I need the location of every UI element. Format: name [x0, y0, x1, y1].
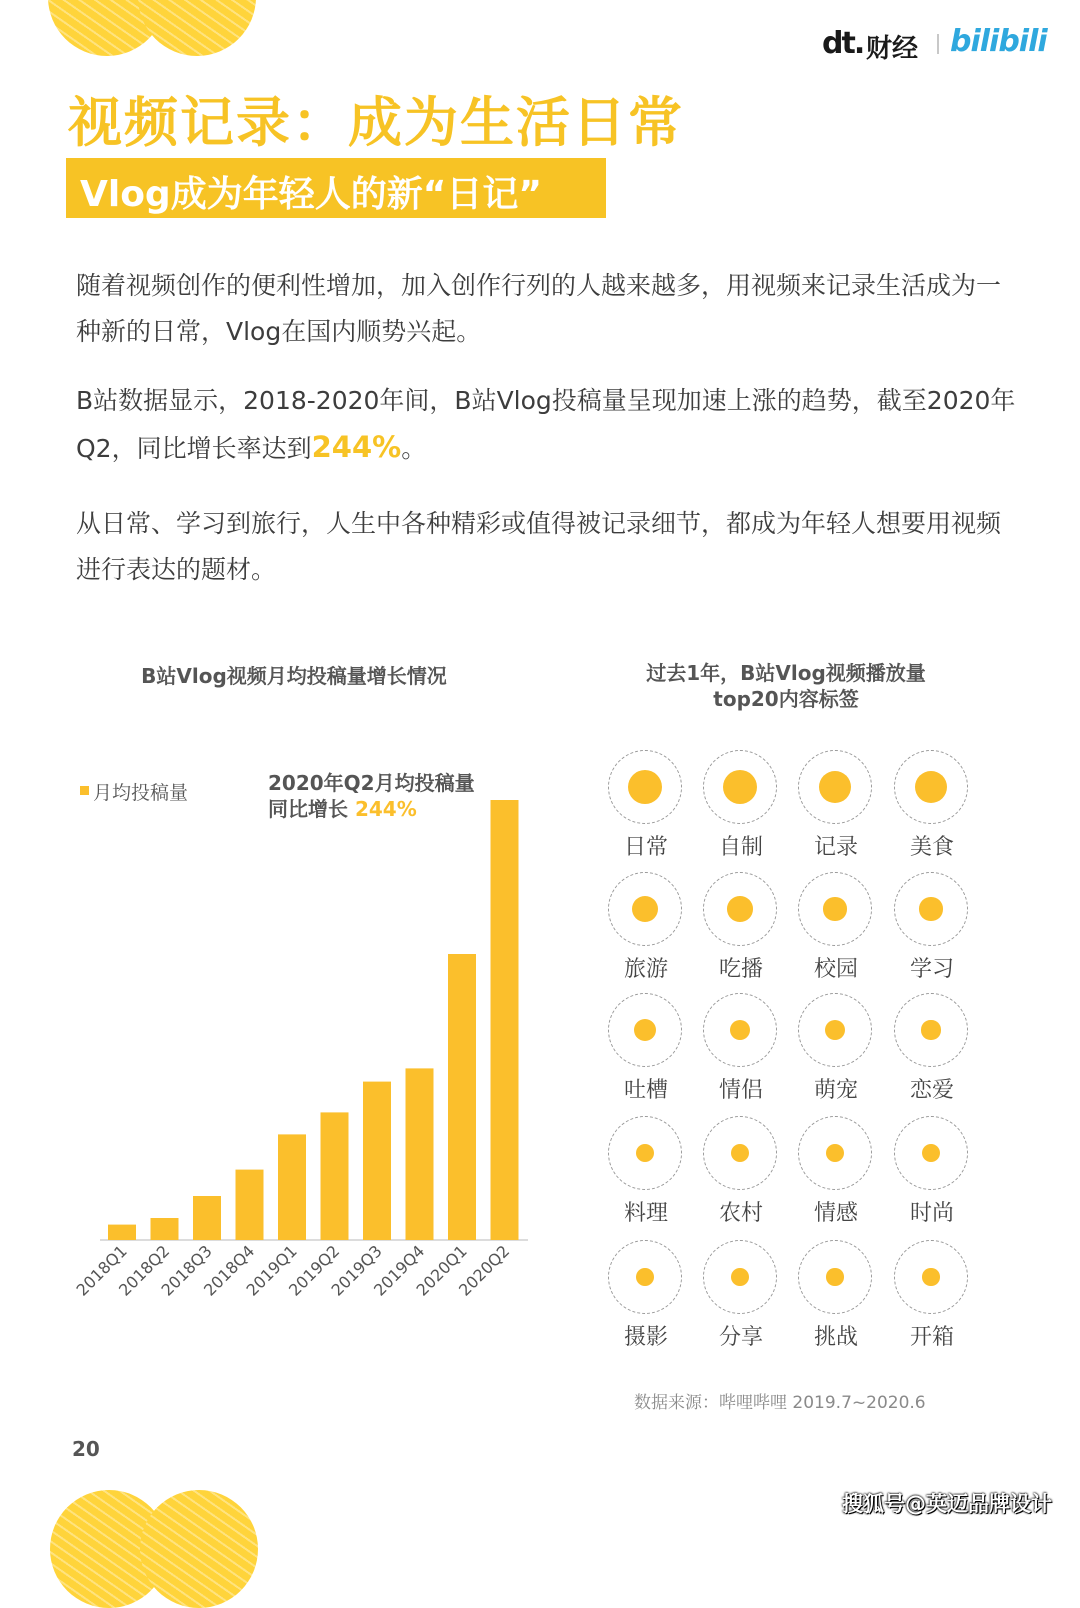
x-tick-label: 2018Q2 — [114, 1241, 174, 1300]
bar-2018Q1 — [108, 1225, 136, 1240]
tag-label: 恋爱 — [909, 1078, 954, 1103]
bar-2019Q2 — [321, 1112, 349, 1240]
tag-item — [788, 750, 884, 860]
tag-dot — [628, 770, 662, 804]
bar-chart-title: B站Vlog视频月均投稿量增长情况 — [141, 664, 447, 688]
tag-label: 旅游 — [623, 957, 668, 982]
tag-item — [598, 872, 694, 982]
tag-item — [788, 1240, 884, 1350]
tag-label: 吃播 — [718, 957, 763, 982]
bar-2019Q1 — [278, 1134, 306, 1240]
annotation-prefix: 同比增长 — [268, 797, 355, 821]
paragraph-2-text: B站数据显示，2018-2020年间，B站Vlog投稿量呈现加速上涨的趋势，截至2020年Q2，同比增长率达到 — [76, 386, 1016, 463]
tag-item — [788, 872, 884, 982]
tag-label: 情侣 — [718, 1078, 763, 1103]
decorative-circle — [140, 1490, 258, 1608]
tag-item — [598, 993, 694, 1103]
tag-item — [884, 1116, 980, 1226]
tag-label: 萌宠 — [813, 1078, 858, 1103]
tag-dot — [921, 1020, 940, 1039]
tag-item — [693, 750, 789, 860]
tag-item — [788, 993, 884, 1103]
bar-2019Q3 — [363, 1082, 391, 1240]
tag-dot — [826, 1144, 844, 1162]
tag-item — [598, 1240, 694, 1350]
tag-item — [693, 993, 789, 1103]
subtitle-text: Vlog成为年轻人的新“日记” — [80, 174, 543, 215]
tag-item — [884, 1240, 980, 1350]
tag-item — [598, 750, 694, 860]
paragraph-3: 从日常、学习到旅行，人生中各种精彩或值得被记录细节，都成为年轻人想要用视频进行表达的题材。 — [76, 509, 1002, 584]
tag-dot — [634, 1019, 656, 1041]
tag-label: 开箱 — [909, 1325, 954, 1350]
legend-label: 月均投稿量 — [93, 782, 189, 804]
tag-item — [598, 1116, 694, 1226]
tag-item — [693, 1240, 789, 1350]
tag-label: 料理 — [623, 1201, 668, 1226]
tag-dot — [826, 1268, 843, 1285]
tag-dot — [731, 1268, 749, 1286]
x-tick-label: 2019Q1 — [242, 1241, 301, 1300]
tag-dot — [823, 897, 846, 920]
bar-2019Q4 — [406, 1068, 434, 1240]
tag-dot — [727, 896, 753, 922]
tag-dot — [919, 897, 942, 920]
page-title: 视频记录：成为生活日常 — [68, 91, 684, 154]
tag-item — [884, 993, 980, 1103]
tag-dot — [825, 1020, 845, 1040]
tag-label: 自制 — [718, 835, 763, 860]
tag-dot — [922, 1144, 940, 1162]
tag-label: 农村 — [718, 1201, 763, 1226]
tag-item — [884, 750, 980, 860]
tag-label: 学习 — [909, 957, 954, 982]
brand-logo-bilibili: bilibili — [950, 24, 1047, 59]
footer-watermark: 搜狐号@英迈品牌设计 — [842, 1492, 1052, 1516]
tag-label: 情感 — [813, 1201, 858, 1226]
annotation-line-1: 2020年Q2月均投稿量 — [268, 771, 475, 795]
paragraph-1: 随着视频创作的便利性增加，加入创作行列的人越来越多，用视频来记录生活成为一种新的日常，Vlog在国内顺势兴起。 — [76, 271, 1002, 346]
page-number: 20 — [72, 1437, 100, 1461]
tag-label: 挑战 — [813, 1325, 858, 1350]
paragraph-2 — [76, 378, 1016, 472]
bar-2020Q2 — [491, 800, 519, 1240]
tag-label: 日常 — [623, 835, 668, 860]
tag-item — [693, 872, 789, 982]
bar-2018Q3 — [193, 1196, 221, 1240]
tag-dot — [636, 1268, 654, 1286]
paragraph-2-end: 。 — [401, 434, 427, 463]
tag-label: 美食 — [909, 835, 954, 860]
x-tick-label: 2019Q3 — [327, 1241, 386, 1300]
decorative-circle — [138, 0, 256, 56]
x-tick-label: 2018Q1 — [72, 1241, 131, 1300]
data-source: 数据来源：哔哩哔哩 2019.7~2020.6 — [634, 1393, 926, 1413]
subtitle-banner — [66, 158, 606, 218]
x-tick-label: 2019Q4 — [369, 1241, 429, 1300]
tag-chart-title — [600, 660, 972, 712]
tag-dot — [723, 770, 757, 804]
tag-label: 校园 — [813, 957, 858, 982]
x-tick-label: 2018Q3 — [157, 1241, 216, 1300]
tag-dot — [922, 1268, 939, 1285]
tag-item — [693, 1116, 789, 1226]
bar-2020Q1 — [448, 954, 476, 1240]
tag-label: 分享 — [718, 1325, 763, 1350]
brand-logo-dt: dt. — [822, 26, 864, 61]
tag-item — [884, 872, 980, 982]
brand-divider — [937, 34, 939, 54]
x-tick-label: 2020Q2 — [454, 1241, 514, 1300]
tag-chart-title-line-1: 过去1年，B站Vlog视频播放量 — [646, 661, 926, 685]
x-tick-label: 2019Q2 — [284, 1241, 344, 1300]
tag-label: 记录 — [813, 835, 858, 860]
tag-label: 摄影 — [623, 1325, 668, 1350]
tag-label: 吐槽 — [623, 1078, 668, 1103]
tag-item — [788, 1116, 884, 1226]
x-tick-label: 2020Q1 — [412, 1241, 471, 1300]
tag-chart-title-line-2: top20内容标签 — [713, 687, 859, 711]
annotation-value: 244% — [354, 797, 417, 821]
tag-label: 时尚 — [909, 1201, 954, 1226]
x-tick-label: 2018Q4 — [199, 1241, 259, 1300]
bar-2018Q4 — [236, 1170, 264, 1240]
bar-2018Q2 — [151, 1218, 179, 1240]
brand-logo-caijing: 财经 — [866, 34, 919, 64]
bar-chart — [60, 780, 550, 1340]
tag-dot — [632, 896, 658, 922]
growth-highlight: 244% — [311, 430, 402, 464]
